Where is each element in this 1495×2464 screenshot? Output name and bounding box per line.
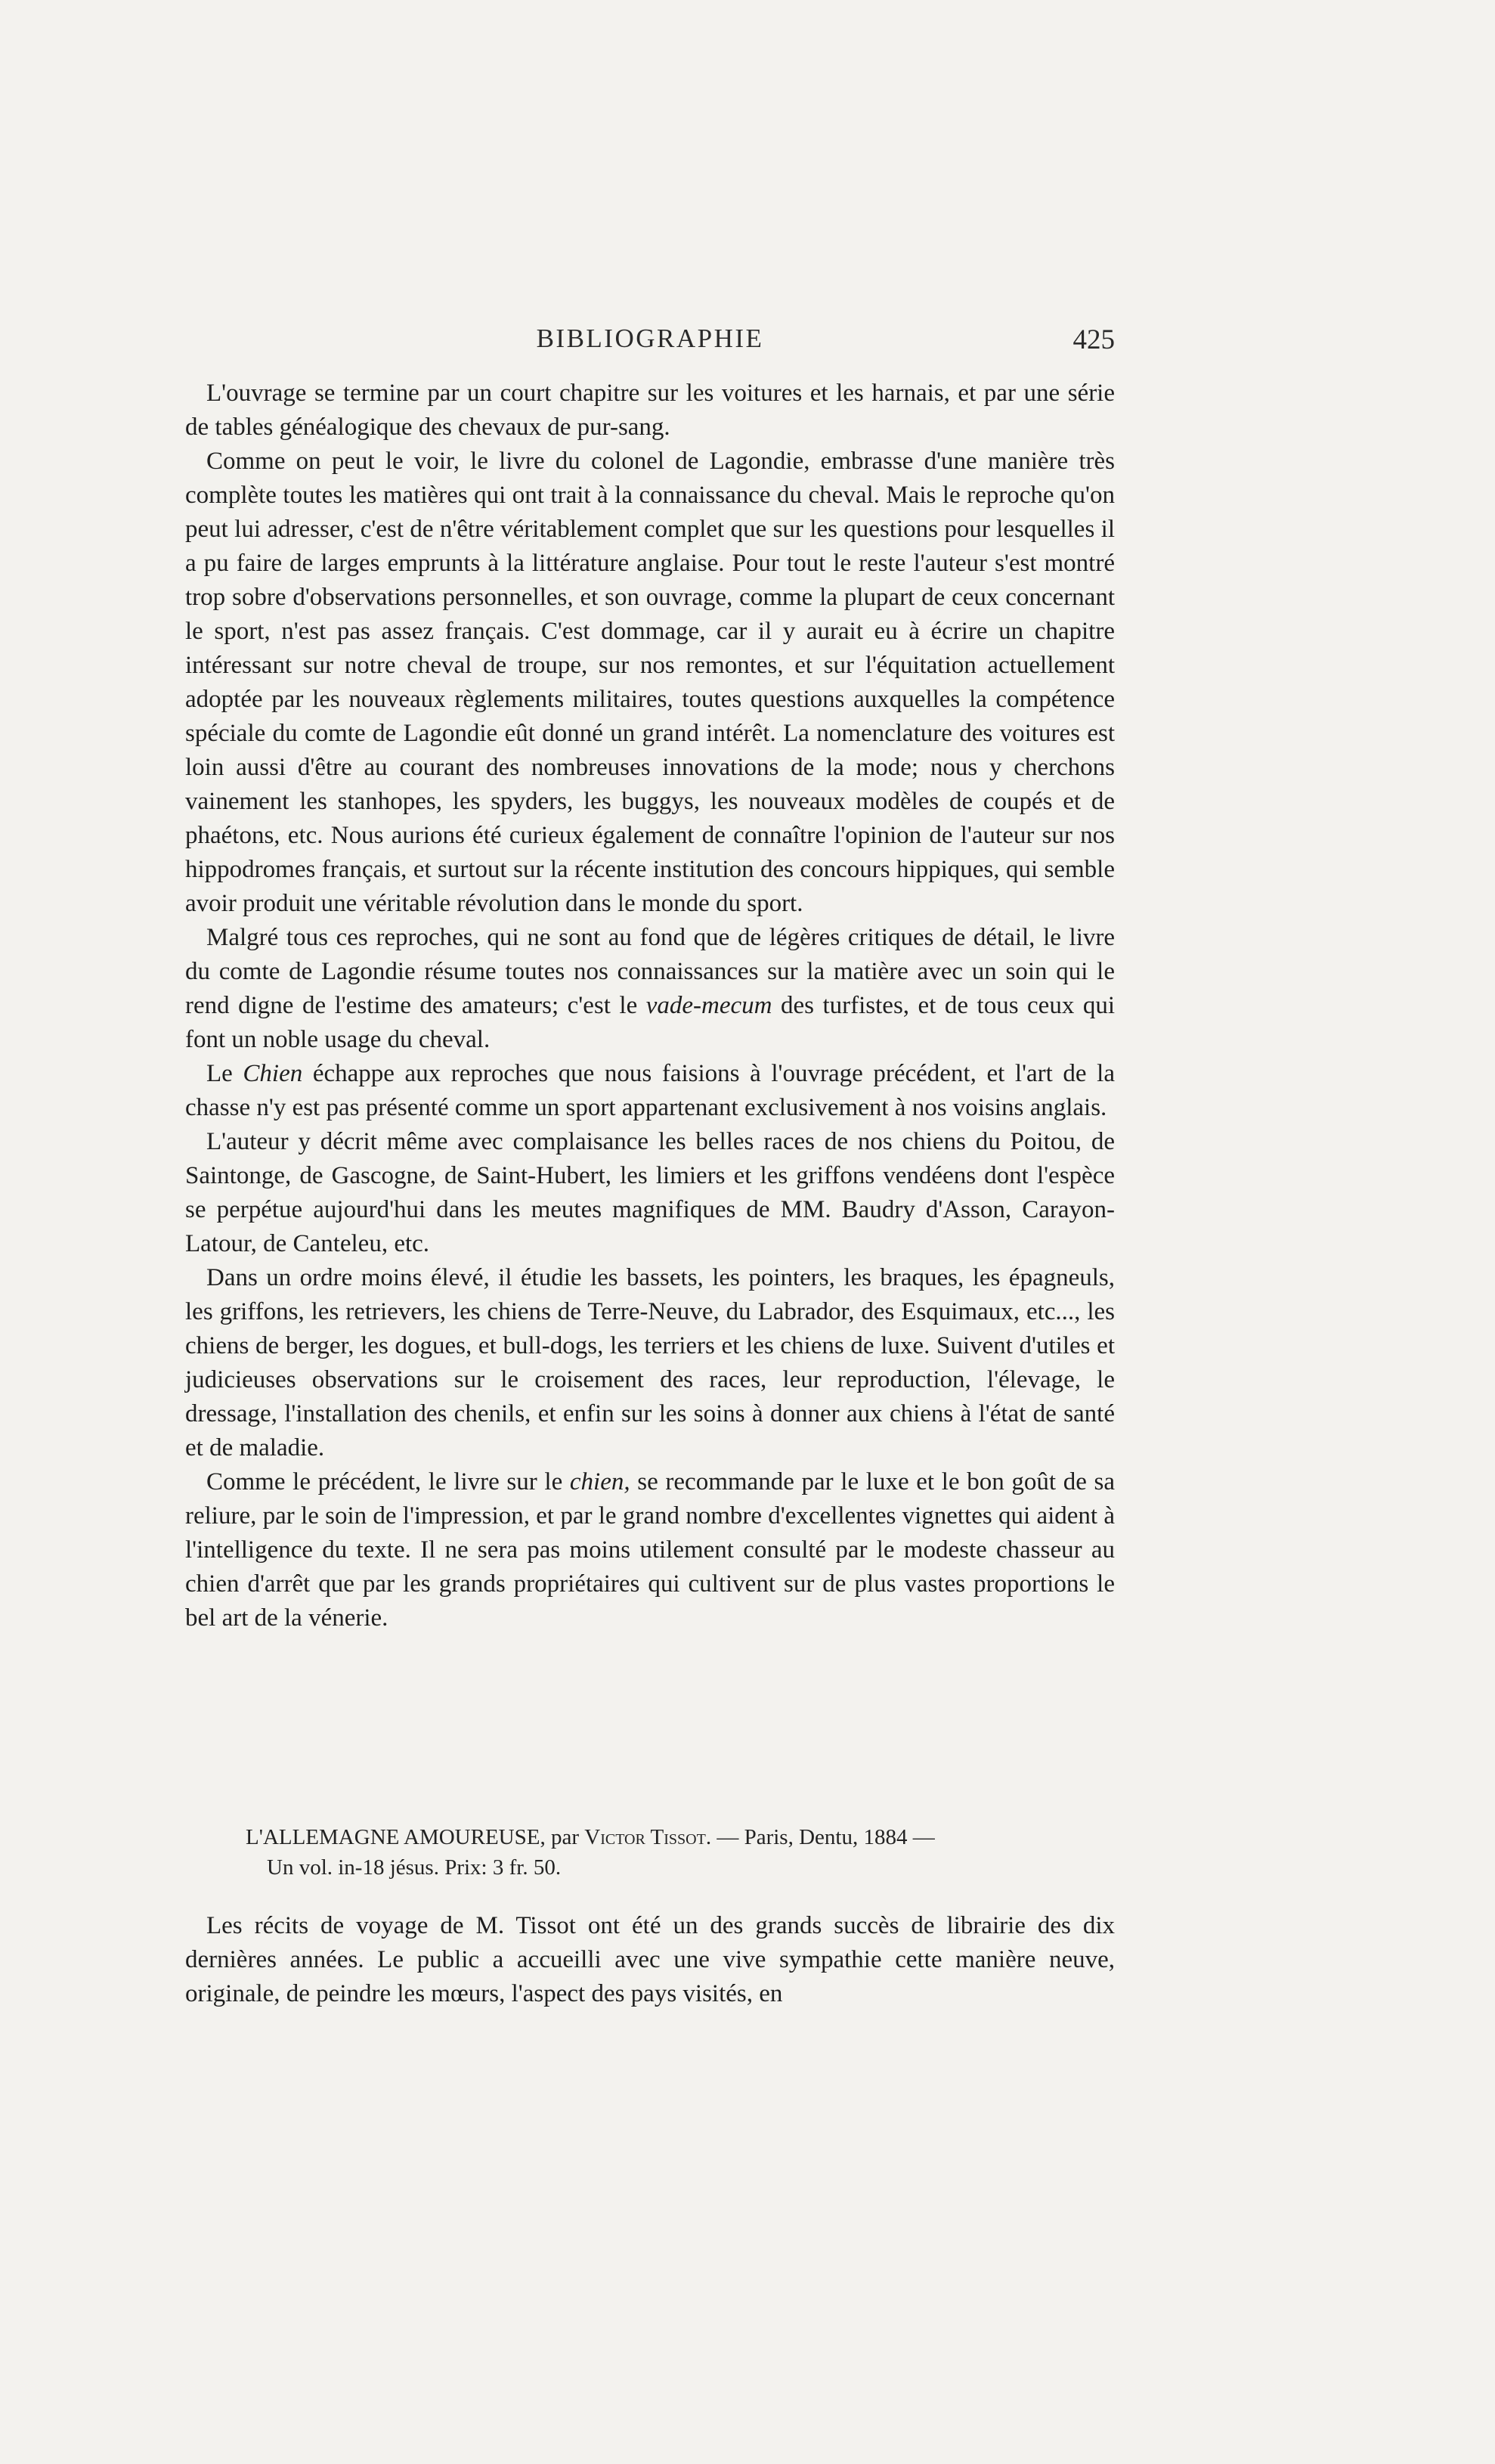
- text-run: Comme le précédent, le livre sur le: [206, 1468, 570, 1495]
- text-run: , par: [540, 1825, 585, 1849]
- book-author: Victor Tissot.: [584, 1825, 712, 1849]
- italic-term: vade-mecum: [645, 992, 772, 1019]
- book-details: Un vol. in-18 jésus. Prix: 3 fr. 50.: [267, 1855, 562, 1880]
- main-text: [185, 377, 1115, 1635]
- paragraph-critique-lagondie: Comme on peut le voir, le livre du colonel de Lagondie, embrasse d'une manière très complète toutes les matières qui ont trait à la connaissance du cheval. Mais le reproche qu'on peut lui adresser, c'est de n'être véritablement complet que sur les questions pour lesquelles il a pu faire de larges emprunts à la littérature anglaise. Pour tout le reste l'auteur s'est montré trop sobre d'observations personnelles, et son ouvrage, comme la plupart de ceux concernant le sport, n'est pas assez français. C'est dommage, car il y aurait eu à écrire un chapitre intéressant sur notre cheval de troupe, sur nos remontes, et sur l'équitation actuellement adoptée par les nouveaux règlements militaires, toutes questions auxquelles la compétence spéciale du comte de Lagondie eût donné un grand intérêt. La nomenclature des voitures est loin aussi d'être au courant des nombreuses innovations de la mode; nous y cherchons vainement les stanhopes, les spyders, les buggys, les nouveaux modèles de coupés et de phaétons, etc. Nous aurions été curieux également de connaître l'opinion de l'auteur sur nos hippodromes français, et surtout sur la récente institution des concours hippiques, qui semble avoir produit une véritable révolution dans le monde du sport.: [185, 448, 1115, 917]
- paragraph-vade-mecum: [185, 921, 1115, 1057]
- book-entry: [246, 1822, 1077, 1883]
- paragraph-recits-voyage: Les récits de voyage de M. Tissot ont été un des grands succès de librairie des dix dernières années. Le public a accueilli avec une vive sympathie cette manière neuve, originale, de peindre les mœurs, l'aspect des pays visités, en: [185, 1912, 1115, 2007]
- paragraph-le-chien: [185, 1057, 1115, 1125]
- running-head: [185, 324, 1115, 361]
- paragraph-conclusion: [185, 1465, 1115, 1635]
- italic-title: Chien: [243, 1060, 303, 1087]
- review-text: [185, 1909, 1115, 2011]
- paragraph-races-francaises: L'auteur y décrit même avec complaisance les belles races de nos chiens du Poitou, de Saintonge, de Gascogne, de Saint-Hubert, les limiers et les griffons vendéens dont l'espèce se perpétue aujourd'hui dans les meutes magnifiques de MM. Baudry d'Asson, Carayon-Latour, de Canteleu, etc.: [185, 1128, 1115, 1257]
- paragraph-races-etrangeres: Dans un ordre moins élevé, il étudie les bassets, les pointers, les braques, les épagneuls, les griffons, les retrievers, les chiens de Terre-Neuve, du Labrador, des Esquimaux, etc..., les chiens de berger, les dogues, et bull-dogs, les terriers et les chiens de luxe. Suivent d'utiles et judicieuses observations sur le croisement des races, leur reproduction, l'élevage, le dressage, l'installation des chenils, et enfin sur les soins à donner aux chiens à l'état de santé et de maladie.: [185, 1264, 1115, 1461]
- text-run: se recommande par le luxe et le bon goût de sa reliure, par le soin de l'impression, et par le grand nombre d'excellentes vignettes qui aident à l'intelligence du texte. Il ne sera pas moins utilement consulté par le modeste chasseur au chien d'arrêt que par les grands propriétaires qui cultivent sur de plus vastes proportions le bel art de la vénerie.: [185, 1468, 1116, 1632]
- text-run: Le: [206, 1060, 243, 1087]
- text-run: échappe aux reproches que nous faisions à l'ouvrage précédent, et l'art de la chasse n'y est pas présenté comme un sport appartenant exclusivement à nos voisins anglais.: [185, 1060, 1115, 1121]
- paragraph-voitures: L'ouvrage se termine par un court chapitre sur les voitures et les harnais, et par une série de tables généalogique des chevaux de pur-sang.: [185, 380, 1115, 441]
- book-citation: [246, 1822, 1077, 1852]
- text-run: des turfistes, et de tous ceux qui font un noble usage du cheval.: [185, 992, 1116, 1053]
- book-title: L'ALLEMAGNE AMOUREUSE: [246, 1825, 540, 1849]
- page-number: 425: [1072, 324, 1115, 355]
- text-run: Malgré tous ces reproches, qui ne sont au fond que de légères critiques de détail, le livre du comte de Lagondie résume toutes nos connaissances sur la matière avec un soin qui le rend digne de l'estime des amateurs; c'est le: [185, 924, 1115, 1019]
- running-title: BIBLIOGRAPHIE: [536, 324, 764, 353]
- book-publisher: — Paris, Dentu, 1884 —: [711, 1825, 935, 1849]
- italic-title: chien,: [569, 1468, 630, 1495]
